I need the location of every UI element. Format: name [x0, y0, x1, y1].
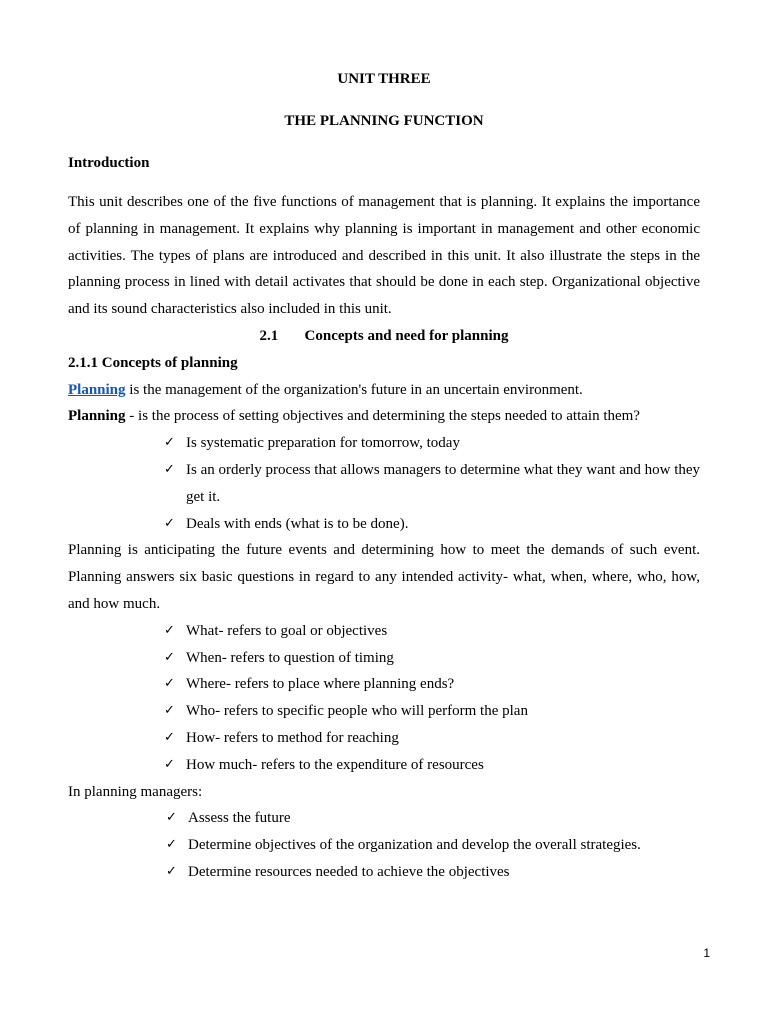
- checkmark-icon: ✓: [164, 461, 175, 477]
- list-item-text: How- refers to method for reaching: [186, 729, 399, 746]
- checkmark-icon: ✓: [166, 810, 177, 826]
- list-item-text: When- refers to question of timing: [186, 649, 394, 666]
- checkmark-icon: ✓: [166, 863, 177, 879]
- list-item-text: Assess the future: [188, 810, 291, 827]
- list-item: [164, 618, 700, 645]
- list-item-text: What- refers to goal or objectives: [186, 622, 388, 639]
- subsection-heading: 2.1.1 Concepts of planning: [68, 354, 238, 371]
- checkmark-icon: ✓: [164, 756, 175, 772]
- checkmark-icon: ✓: [164, 676, 175, 692]
- list-item-text: How much- refers to the expenditure of resources: [186, 756, 484, 773]
- list-item-text: Is systematic preparation for tomorrow, today: [186, 435, 460, 452]
- checkmark-icon: ✓: [164, 622, 175, 638]
- managers-tasks-list: [68, 805, 700, 885]
- list-item: [164, 725, 700, 752]
- list-item: [164, 645, 700, 672]
- list-item: [166, 859, 700, 886]
- list-item-text: Where- refers to place where planning ends?: [186, 676, 455, 693]
- checkmark-icon: ✓: [164, 729, 175, 745]
- anticipating-paragraph: Planning is anticipating the future events and determining how to meet the demands of such event. Planning answers six basic questions in regard to any intended activity- what, when, where, who, how, and how much.: [68, 542, 700, 612]
- unit-title: UNIT THREE: [337, 71, 431, 87]
- page-number: 1: [703, 946, 710, 960]
- introduction-heading: Introduction: [68, 155, 150, 171]
- definition-line-2: [68, 403, 700, 430]
- list-item: [164, 752, 700, 779]
- checkmark-icon: ✓: [164, 515, 175, 531]
- list-item: [164, 511, 700, 538]
- list-item-text: Who- refers to specific people who will perform the plan: [186, 703, 528, 720]
- list-item: [166, 832, 700, 859]
- section-title: Concepts and need for planning: [304, 327, 509, 344]
- list-item: [164, 698, 700, 725]
- main-title: THE PLANNING FUNCTION: [284, 113, 484, 129]
- list-item: [166, 805, 700, 832]
- planning-characteristics-list: [68, 430, 700, 537]
- managers-intro: In planning managers:: [68, 783, 203, 800]
- checkmark-icon: ✓: [164, 703, 175, 719]
- planning-link[interactable]: Planning: [68, 381, 126, 398]
- definition-1-text: is the management of the organization's future in an uncertain environment.: [125, 381, 583, 398]
- checkmark-icon: ✓: [164, 649, 175, 665]
- list-item-text: Determine objectives of the organization and develop the overall strategies.: [188, 837, 641, 854]
- six-questions-list: [68, 618, 700, 779]
- checkmark-icon: ✓: [164, 435, 175, 451]
- list-item-text: Determine resources needed to achieve the objectives: [188, 863, 510, 880]
- definition-2-term: Planning: [68, 408, 126, 425]
- document-page: [68, 68, 700, 886]
- definition-2-text: - is the process of setting objectives and determining the steps needed to attain them?: [125, 408, 640, 425]
- checkmark-icon: ✓: [166, 837, 177, 853]
- section-number: 2.1: [259, 327, 279, 344]
- list-item: [164, 671, 700, 698]
- section-heading: [68, 323, 700, 350]
- list-item-text: Is an orderly process that allows managers to determine what they want and how they get it.: [186, 461, 701, 505]
- list-item: [164, 457, 701, 511]
- list-item-text: Deals with ends (what is to be done).: [186, 515, 409, 532]
- list-item: [164, 430, 700, 457]
- introduction-paragraph: This unit describes one of the five functions of management that is planning. It explains the importance of planning in management. It explains why planning is important in management and other economic activities. The types of plans are introduced and described in this unit. It also illustrate the steps in the planning process in lined with detail activates that should be done in each step. Organizational objective and its sound characteristics also included in this unit.: [68, 194, 700, 318]
- definition-line-1: [68, 377, 700, 404]
